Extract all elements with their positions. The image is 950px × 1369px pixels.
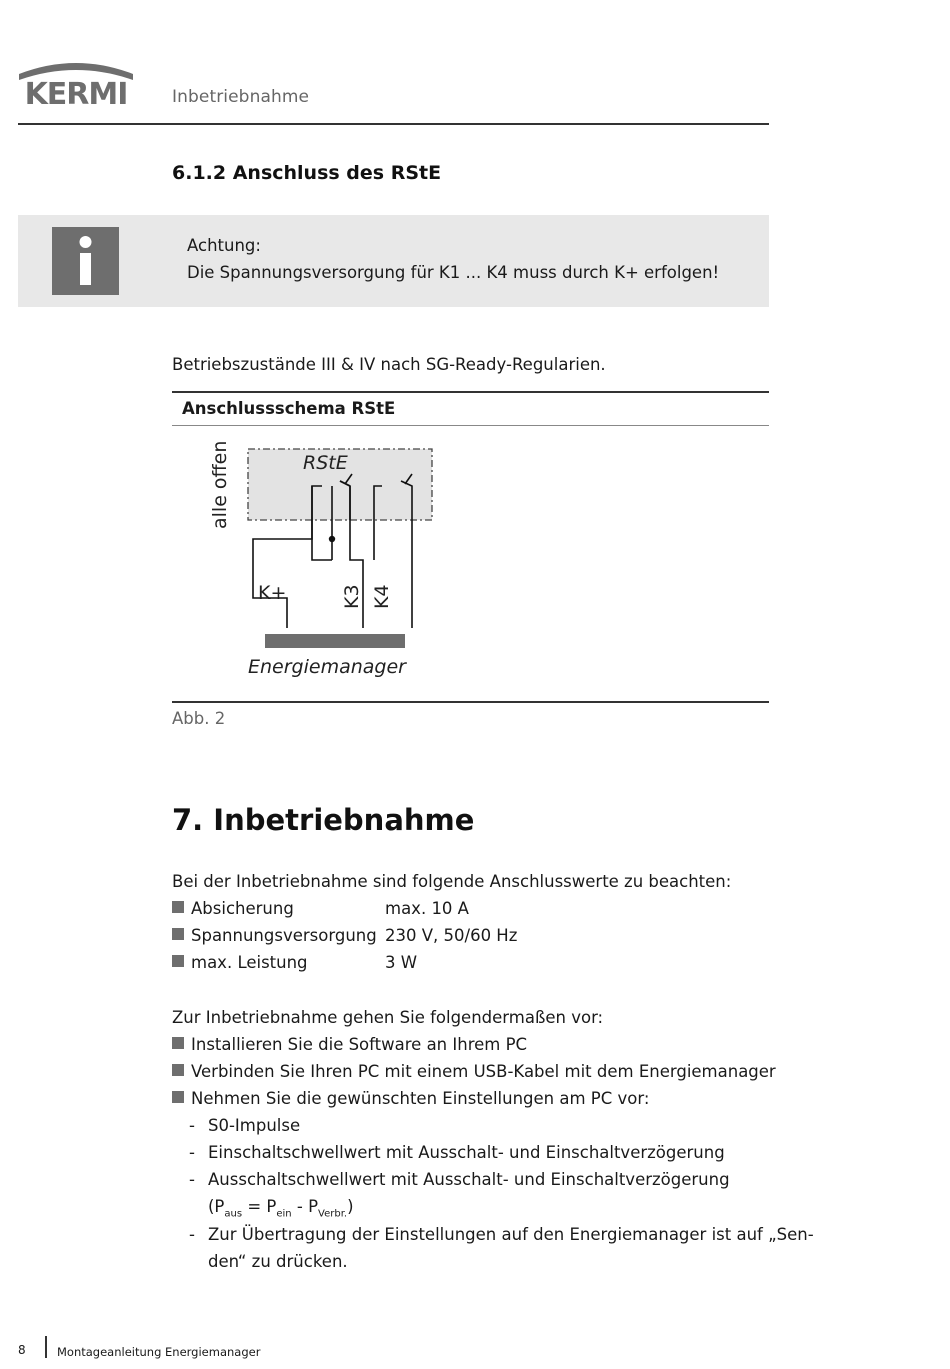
state-label: alle offen [209,440,231,529]
info-box [18,215,769,307]
figure-top-rule [172,391,769,393]
value-power: 3 W [385,953,418,972]
k3-label: K3 [341,584,363,609]
page-number: 8 [18,1343,26,1357]
step-item: Nehmen Sie die gewünschten Einstellungen am PC vor: [172,1089,649,1108]
info-icon [52,227,119,295]
power-formula: $(P_{aus} = P_{ein} - P_{Verbr.})$ [208,1197,354,1220]
energiemanager-bar [265,634,405,648]
step-item: Installieren Sie die Software an Ihrem PC [172,1035,527,1054]
value-row-supply: Spannungsversorgung [172,926,377,945]
operating-states-text: Betriebszustände III & IV nach SG-Ready-Regularien. [172,355,606,374]
kplus-label: K+ [258,582,287,604]
bullet-square-icon [172,955,184,967]
value-supply: 230 V, 50/60 Hz [385,926,518,945]
energiemanager-label: Energiemanager [248,656,406,678]
bullet-square-icon [172,901,184,913]
steps-intro: Zur Inbetriebnahme gehen Sie folgendermaßen vor: [172,1008,604,1027]
step-item: Verbinden Sie Ihren PC mit einem USB-Kabel mit dem Energiemanager [172,1062,776,1081]
info-message: Die Spannungsversorgung für K1 ... K4 muss durch K+ erfolgen! [187,263,720,282]
substep-continuation: den“ zu drücken. [208,1252,348,1271]
bullet-square-icon [172,928,184,940]
header-section-title: Inbetriebnahme [172,87,310,107]
logo-text: KERMI [24,77,128,106]
info-label: Achtung: [187,236,261,255]
figure-bottom-rule [172,701,769,703]
kermi-logo [17,60,135,106]
figure-title: Anschlussschema RStE [182,399,396,418]
substep-item: - S0-Impulse [189,1116,301,1135]
wiring-diagram [172,428,492,698]
substep-item: - Einschaltschwellwert mit Ausschalt- und Einschaltverzögerung [189,1143,725,1162]
k3-wire [350,520,363,628]
chapter-heading: 7. Inbetriebnahme [172,803,475,837]
figure-caption: Abb. 2 [172,709,226,728]
values-intro: Bei der Inbetriebnahme sind folgende Anschlusswerte zu beachten: [172,872,732,891]
bullet-square-icon [172,1091,184,1103]
footer-divider [45,1336,47,1358]
value-fuse: max. 10 A [385,899,469,918]
header-divider [18,123,769,125]
section-heading: 6.1.2 Anschluss des RStE [172,162,442,184]
rste-label: RStE [303,452,348,474]
k4-label: K4 [371,584,393,609]
value-row-fuse: Absicherung [172,899,294,918]
substep-item: - Ausschaltschwellwert mit Ausschalt- und Einschaltverzögerung [189,1170,730,1189]
substep-item: - Zur Übertragung der Einstellungen auf den Energiemanager ist auf „Sen- [189,1225,814,1244]
footer-title: Montageanleitung Energiemanager [57,1345,261,1359]
value-row-power: max. Leistung [172,953,308,972]
bullet-square-icon [172,1064,184,1076]
bullet-square-icon [172,1037,184,1049]
figure-title-rule [172,425,769,426]
